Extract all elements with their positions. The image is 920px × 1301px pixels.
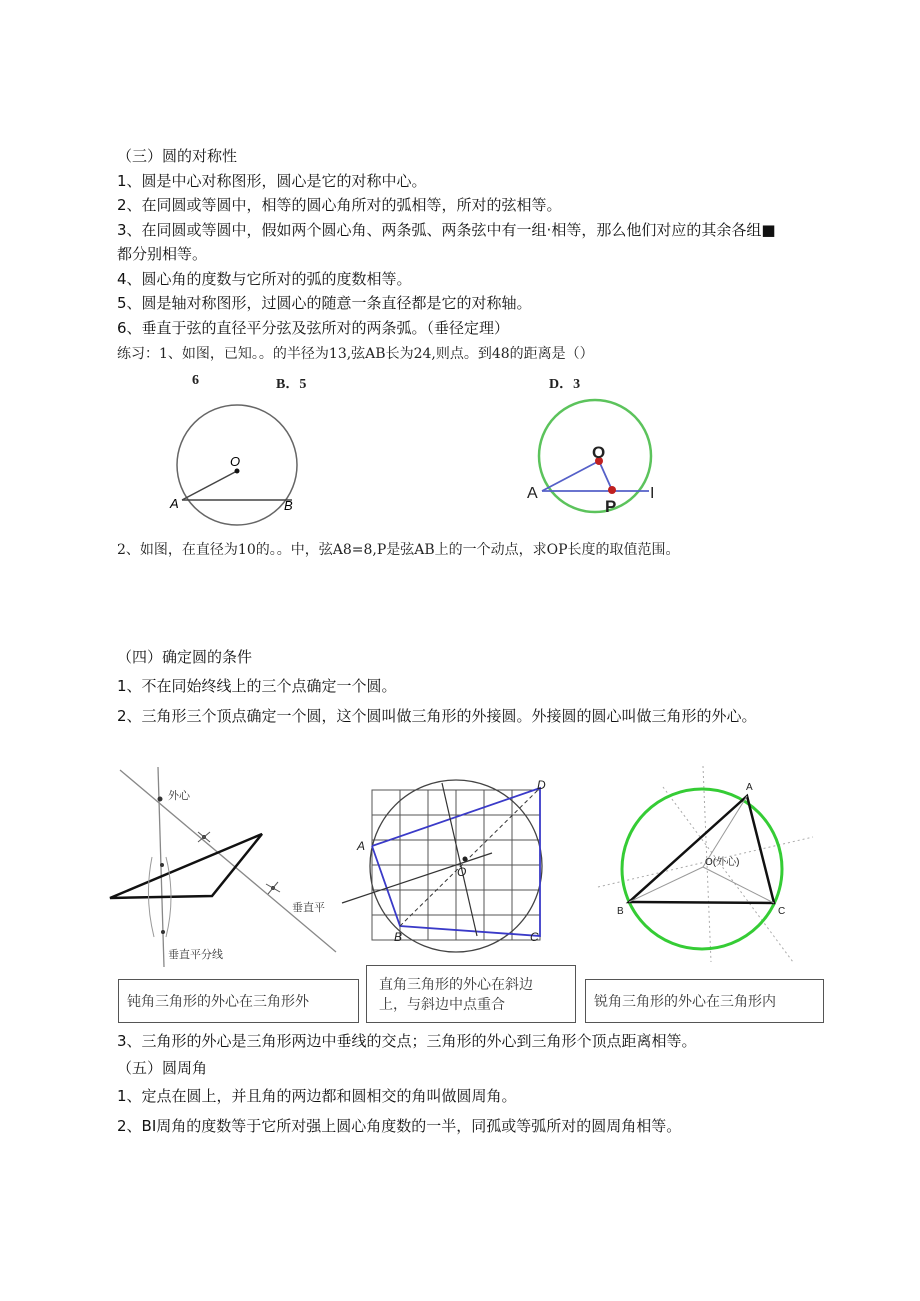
label-perp-bisector: 垂直平分线 [168, 949, 223, 961]
label-circumcenter: 外心 [168, 790, 190, 802]
circumcenter [463, 857, 468, 862]
section3-item-6: 6、垂直于弦的直径平分弦及弦所对的两条弧。（垂径定理） [117, 319, 510, 337]
caption-obtuse-text: 钝角三角形的外心在三角形外 [127, 994, 309, 1010]
caption-right [366, 965, 576, 1023]
label-o: O [230, 454, 241, 469]
label-o: O [592, 443, 606, 462]
label-d: D [537, 778, 546, 792]
label-o: O(外心) [705, 857, 740, 868]
section4-item-2: 2、三角形三个顶点确定一个圆，这个圆叫做三角形的外接圆。外接圆的圆心叫做三角形的外心。 [117, 707, 757, 725]
figure-acute-triangle [593, 762, 818, 967]
section5-item-2: 2、BI周角的度数等于它所对强上圆心角度数的一半，同孤或等弧所对的圆周角相等。 [117, 1117, 682, 1135]
label-perp: 垂直平 [292, 902, 325, 914]
section3-item-1: 1、圆是中心对称图形，圆心是它的对称中心。 [117, 172, 427, 190]
caption-right-line2: 上，与斜边中点重合 [379, 997, 505, 1013]
section3-item-3-cont: 都分别相等。 [117, 245, 208, 263]
section4-heading: （四）确定圆的条件 [117, 648, 253, 666]
option-a: 6 [192, 373, 199, 388]
radius-oa [182, 471, 237, 500]
label-b: B [394, 930, 403, 944]
label-o: O [457, 865, 467, 879]
circumcenter [158, 797, 163, 802]
figure-circle-chord [160, 400, 320, 535]
label-a: A [527, 485, 538, 502]
label-p: P [605, 497, 617, 516]
green-circumcircle [622, 789, 782, 949]
label-c: C [778, 906, 786, 917]
caption-right-line1: 直角三角形的外心在斜边 [379, 977, 533, 993]
figure-right-triangle [287, 758, 575, 953]
section4-item-3: 3、三角形的外心是三角形两边中垂线的交点；三角形的外心到三角形个顶点距离相等。 [117, 1032, 697, 1050]
label-b: B [284, 498, 293, 513]
cross-mark [266, 882, 280, 894]
caption-acute [585, 979, 824, 1023]
exercise-2: 2、如图，在直径为10的。。中，弦A8=8,P是弦AB上的一个动点，求OP长度的取值范围。 [117, 542, 680, 558]
label-c: C [530, 930, 539, 944]
label-b: B [617, 906, 624, 917]
segment-op [599, 461, 612, 490]
section5-heading: （五）圆周角 [117, 1059, 208, 1077]
radius [703, 867, 774, 903]
figure-green-circle [522, 398, 662, 518]
caption-obtuse [118, 979, 359, 1023]
section3-item-2: 2、在同圆或等圆中，相等的圆心角所对的弧相等，所对的弦相等。 [117, 196, 562, 214]
section3-item-4: 4、圆心角的度数与它所对的弧的度数相等。 [117, 270, 412, 288]
label-a: A [746, 782, 753, 793]
label-a: A [170, 496, 179, 511]
acute-triangle [629, 796, 774, 903]
perp-bisector-2 [342, 853, 492, 903]
point-mark [161, 930, 165, 934]
radius [629, 867, 703, 902]
section4-item-1: 1、不在同始终线上的三个点确定一个圆。 [117, 677, 397, 695]
center-point [235, 469, 240, 474]
section5-item-1: 1、定点在圆上，并且角的两边都和圆相交的角叫做圆周角。 [117, 1087, 517, 1105]
label-b: I [650, 485, 655, 502]
point-mark [160, 863, 164, 867]
option-b: B．5 [276, 377, 307, 392]
section3-heading: （三）圆的对称性 [117, 147, 238, 165]
label-a: A [357, 839, 366, 853]
caption-acute-text: 锐角三角形的外心在三角形内 [594, 994, 776, 1010]
point-p [608, 486, 616, 494]
section3-item-5: 5、圆是轴对称图形，过圆心的随意一条直径都是它的对称轴。 [117, 294, 532, 312]
obtuse-triangle [110, 834, 262, 898]
segment-ao [542, 461, 599, 491]
option-d: D．3 [549, 377, 581, 392]
section3-item-3: 3、在同圆或等圆中，假如两个圆心角、两条弧、两条弦中有一组·相等，那么他们对应的其余各组■ [117, 221, 776, 239]
exercise-1: 练习：1、如图，已知。。的半径为13,弦AB长为24,则点。到48的距离是（） [117, 346, 594, 362]
